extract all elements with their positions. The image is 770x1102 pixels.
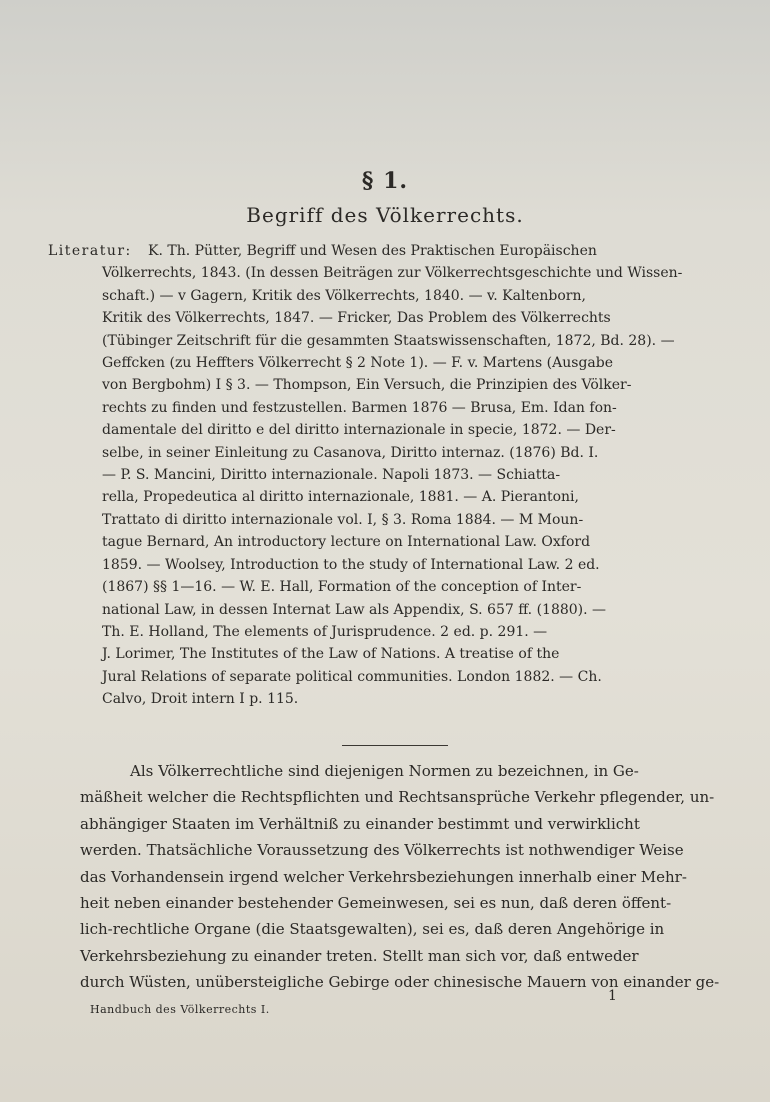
literature-block — [48, 240, 728, 711]
literature-line: 1859. — Woolsey, Introduction to the study of International Law. 2 ed. — [102, 556, 600, 573]
literature-line: (1867) §§ 1—16. — W. E. Hall, Formation of the conception of Inter- — [102, 579, 582, 596]
section-title: Begriff des Völkerrechts. — [246, 203, 524, 227]
body-line: abhängiger Staaten im Verhältniß zu einander bestimmt und verwirklicht — [80, 814, 640, 833]
literature-line: Geffcken (zu Heffters Völkerrecht § 2 Note 1). — F. v. Martens (Ausgabe — [102, 355, 613, 372]
body-line: mäßheit welcher die Rechtspflichten und Rechtsansprüche Verkehr pflegender, un- — [80, 788, 715, 807]
literature-line: damentale del diritto e del diritto internazionale in specie, 1872. — Der- — [102, 422, 616, 439]
literature-line: rella, Propedeutica al diritto internazionale, 1881. — A. Pierantoni, — [102, 489, 579, 506]
literature-label: Literatur: — [48, 243, 132, 259]
literature-line: Calvo, Droit intern I p. 115. — [102, 691, 299, 708]
literature-line: Jural Relations of separate political communities. London 1882. — Ch. — [102, 668, 602, 685]
section-number: § 1. — [361, 168, 409, 194]
literature-line: Völkerrechts, 1843. (In dessen Beiträgen zur Völkerrechtsgeschichte und Wissen- — [102, 265, 683, 282]
literature-line: Kritik des Völkerrechts, 1847. — Fricker, Das Problem des Völkerrechts — [102, 310, 611, 327]
body-line: werden. Thatsächliche Voraussetzung des Völkerrechts ist nothwendiger Weise — [80, 841, 684, 860]
literature-line: (Tübinger Zeitschrift für die gesammten Staatswissenschaften, 1872, Bd. 28). — — [102, 332, 675, 349]
body-line: das Vorhandensein irgend welcher Verkehrsbeziehungen innerhalb einer Mehr- — [80, 867, 687, 886]
literature-line: Trattato di diritto internazionale vol. I, § 3. Roma 1884. — M Moun- — [102, 511, 584, 528]
literature-line: tague Bernard, An introductory lecture on International Law. Oxford — [102, 534, 591, 551]
literature-line: rechts zu finden und festzustellen. Barmen 1876 — Brusa, Em. Idan fon- — [102, 399, 617, 416]
literature-line: national Law, in dessen Internat Law als Appendix, S. 657 ff. (1880). — — [102, 601, 607, 618]
body-paragraph — [80, 758, 728, 996]
page-number: 1 — [608, 988, 617, 1004]
literature-line: — P. S. Mancini, Diritto internazionale. Napoli 1873. — Schiatta- — [102, 467, 561, 484]
section-divider — [342, 745, 448, 746]
literature-line: J. Lorimer, The Institutes of the Law of Nations. A treatise of the — [102, 646, 560, 663]
body-line: lich-rechtliche Organe (die Staatsgewalten), sei es, daß deren Angehörige in — [80, 920, 665, 939]
literature-line: K. Th. Pütter, Begriff und Wesen des Praktischen Europäischen — [148, 243, 597, 259]
signature-mark: Handbuch des Völkerrechts I. — [90, 1003, 270, 1016]
literature-line: schaft.) — v Gagern, Kritik des Völkerrechts, 1840. — v. Kaltenborn, — [102, 287, 586, 304]
body-line: durch Wüsten, unübersteigliche Gebirge oder chinesische Mauern von einander ge- — [80, 973, 720, 992]
body-line: heit neben einander bestehender Gemeinwesen, sei es nun, daß deren öffent- — [80, 894, 672, 913]
body-line: Verkehrsbeziehung zu einander treten. Stellt man sich vor, daß entweder — [80, 946, 639, 965]
literature-line: selbe, in seiner Einleitung zu Casanova, Diritto internaz. (1876) Bd. I. — [102, 444, 599, 461]
body-line: Als Völkerrechtliche sind diejenigen Normen zu bezeichnen, in Ge- — [130, 762, 639, 780]
literature-line: Th. E. Holland, The elements of Jurisprudence. 2 ed. p. 291. — — [102, 623, 548, 640]
literature-line: von Bergbohm) I § 3. — Thompson, Ein Versuch, die Prinzipien des Völker- — [102, 377, 632, 394]
